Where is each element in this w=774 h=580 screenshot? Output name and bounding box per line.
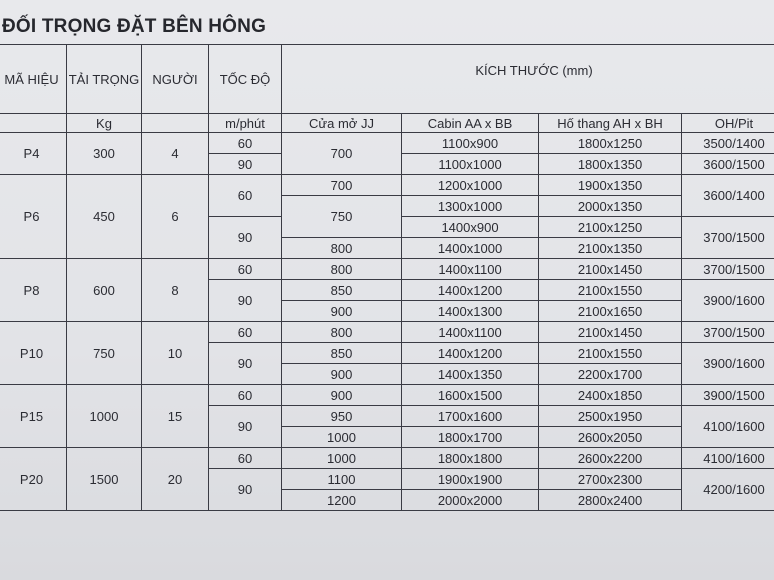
cell-oh-pit: 3700/1500 xyxy=(682,322,774,343)
elevator-spec-table xyxy=(0,44,774,511)
cell-toc-do: 90 xyxy=(209,406,282,448)
cell-nguoi: 15 xyxy=(142,385,209,448)
cell-cabin: 1400x900 xyxy=(402,217,539,238)
cell-tai-trong: 450 xyxy=(67,175,142,259)
cell-ho-thang: 2400x1850 xyxy=(539,385,682,406)
header-nguoi: NGƯỜI xyxy=(142,45,209,114)
cell-cua-mo: 1000 xyxy=(282,427,402,448)
cell-nguoi: 10 xyxy=(142,322,209,385)
unit-tai-trong: Kg xyxy=(67,114,142,133)
cell-cua-mo: 900 xyxy=(282,301,402,322)
header-kich-thuoc: KÍCH THƯỚC (mm) xyxy=(282,45,774,114)
cell-ho-thang: 1800x1350 xyxy=(539,154,682,175)
cell-cua-mo: 900 xyxy=(282,364,402,385)
cell-ho-thang: 2100x1450 xyxy=(539,259,682,280)
cell-cabin: 1300x1000 xyxy=(402,196,539,217)
cell-tai-trong: 1000 xyxy=(67,385,142,448)
cell-ho-thang: 2600x2200 xyxy=(539,448,682,469)
unit-oh-pit: OH/Pit xyxy=(682,114,774,133)
header-ma-hieu: MÃ HIỆU xyxy=(0,45,67,114)
cell-cabin: 2000x2000 xyxy=(402,490,539,511)
cell-oh-pit: 3600/1500 xyxy=(682,154,774,175)
cell-cua-mo: 950 xyxy=(282,406,402,427)
header-row xyxy=(0,45,774,114)
cell-nguoi: 4 xyxy=(142,133,209,175)
unit-row xyxy=(0,114,774,133)
page-title: ĐỐI TRỌNG ĐẶT BÊN HÔNG xyxy=(2,16,267,37)
cell-nguoi: 20 xyxy=(142,448,209,511)
cell-oh-pit: 4100/1600 xyxy=(682,448,774,469)
cell-toc-do: 60 xyxy=(209,133,282,154)
cell-ma-hieu: P6 xyxy=(0,175,67,259)
header-tai-trong: TẢI TRỌNG xyxy=(67,45,142,114)
cell-oh-pit: 3900/1600 xyxy=(682,280,774,322)
cell-ma-hieu: P15 xyxy=(0,385,67,448)
cell-toc-do: 90 xyxy=(209,154,282,175)
cell-cua-mo: 1000 xyxy=(282,448,402,469)
cell-ma-hieu: P8 xyxy=(0,259,67,322)
cell-cua-mo: 850 xyxy=(282,343,402,364)
cell-cabin: 1400x1100 xyxy=(402,322,539,343)
cell-cua-mo: 800 xyxy=(282,322,402,343)
unit-nguoi-blank xyxy=(142,114,209,133)
cell-ho-thang: 2000x1350 xyxy=(539,196,682,217)
cell-tai-trong: 750 xyxy=(67,322,142,385)
cell-cua-mo: 900 xyxy=(282,385,402,406)
unit-cabin: Cabin AA x BB xyxy=(402,114,539,133)
unit-toc-do: m/phút xyxy=(209,114,282,133)
cell-cua-mo: 750 xyxy=(282,196,402,238)
cell-cabin: 1400x1200 xyxy=(402,280,539,301)
cell-oh-pit: 4200/1600 xyxy=(682,469,774,511)
cell-cua-mo: 700 xyxy=(282,133,402,175)
cell-oh-pit: 3600/1400 xyxy=(682,175,774,217)
cell-cabin: 1400x1300 xyxy=(402,301,539,322)
table-row xyxy=(0,322,774,343)
cell-cua-mo: 800 xyxy=(282,238,402,259)
cell-cabin: 1400x1350 xyxy=(402,364,539,385)
header-toc-do: TỐC ĐỘ xyxy=(209,45,282,114)
cell-ho-thang: 2800x2400 xyxy=(539,490,682,511)
cell-cua-mo: 700 xyxy=(282,175,402,196)
cell-cabin: 1400x1000 xyxy=(402,238,539,259)
table-row xyxy=(0,259,774,280)
unit-ma-hieu-blank xyxy=(0,114,67,133)
cell-toc-do: 60 xyxy=(209,385,282,406)
unit-ho-thang: Hố thang AH x BH xyxy=(539,114,682,133)
cell-ma-hieu: P10 xyxy=(0,322,67,385)
unit-cua-mo: Cửa mở JJ xyxy=(282,114,402,133)
cell-cabin: 1200x1000 xyxy=(402,175,539,196)
cell-ho-thang: 2100x1450 xyxy=(539,322,682,343)
cell-oh-pit: 3500/1400 xyxy=(682,133,774,154)
cell-cabin: 1100x1000 xyxy=(402,154,539,175)
cell-toc-do: 60 xyxy=(209,175,282,217)
cell-cabin: 1800x1700 xyxy=(402,427,539,448)
cell-toc-do: 60 xyxy=(209,259,282,280)
cell-cabin: 1100x900 xyxy=(402,133,539,154)
cell-cabin: 1400x1200 xyxy=(402,343,539,364)
table-row xyxy=(0,133,774,154)
table-row xyxy=(0,448,774,469)
cell-nguoi: 6 xyxy=(142,175,209,259)
cell-ho-thang: 2700x2300 xyxy=(539,469,682,490)
cell-toc-do: 60 xyxy=(209,322,282,343)
cell-toc-do: 90 xyxy=(209,343,282,385)
cell-cabin: 1400x1100 xyxy=(402,259,539,280)
cell-oh-pit: 3900/1500 xyxy=(682,385,774,406)
cell-ho-thang: 2100x1550 xyxy=(539,343,682,364)
cell-cabin: 1600x1500 xyxy=(402,385,539,406)
table-row xyxy=(0,385,774,406)
cell-cua-mo: 1200 xyxy=(282,490,402,511)
cell-ho-thang: 2200x1700 xyxy=(539,364,682,385)
cell-ho-thang: 2100x1550 xyxy=(539,280,682,301)
cell-tai-trong: 1500 xyxy=(67,448,142,511)
cell-oh-pit: 3700/1500 xyxy=(682,259,774,280)
cell-tai-trong: 300 xyxy=(67,133,142,175)
cell-toc-do: 90 xyxy=(209,217,282,259)
cell-ma-hieu: P4 xyxy=(0,133,67,175)
cell-oh-pit: 4100/1600 xyxy=(682,406,774,448)
cell-tai-trong: 600 xyxy=(67,259,142,322)
cell-oh-pit: 3900/1600 xyxy=(682,343,774,385)
cell-nguoi: 8 xyxy=(142,259,209,322)
cell-cua-mo: 850 xyxy=(282,280,402,301)
cell-ho-thang: 2100x1350 xyxy=(539,238,682,259)
cell-ho-thang: 2500x1950 xyxy=(539,406,682,427)
cell-cabin: 1700x1600 xyxy=(402,406,539,427)
cell-oh-pit: 3700/1500 xyxy=(682,217,774,259)
cell-toc-do: 90 xyxy=(209,280,282,322)
cell-cua-mo: 1100 xyxy=(282,469,402,490)
cell-toc-do: 90 xyxy=(209,469,282,511)
cell-ma-hieu: P20 xyxy=(0,448,67,511)
cell-ho-thang: 1800x1250 xyxy=(539,133,682,154)
cell-toc-do: 60 xyxy=(209,448,282,469)
table-row xyxy=(0,175,774,196)
cell-ho-thang: 1900x1350 xyxy=(539,175,682,196)
cell-ho-thang: 2600x2050 xyxy=(539,427,682,448)
cell-ho-thang: 2100x1250 xyxy=(539,217,682,238)
cell-cabin: 1800x1800 xyxy=(402,448,539,469)
cell-ho-thang: 2100x1650 xyxy=(539,301,682,322)
cell-cabin: 1900x1900 xyxy=(402,469,539,490)
cell-cua-mo: 800 xyxy=(282,259,402,280)
